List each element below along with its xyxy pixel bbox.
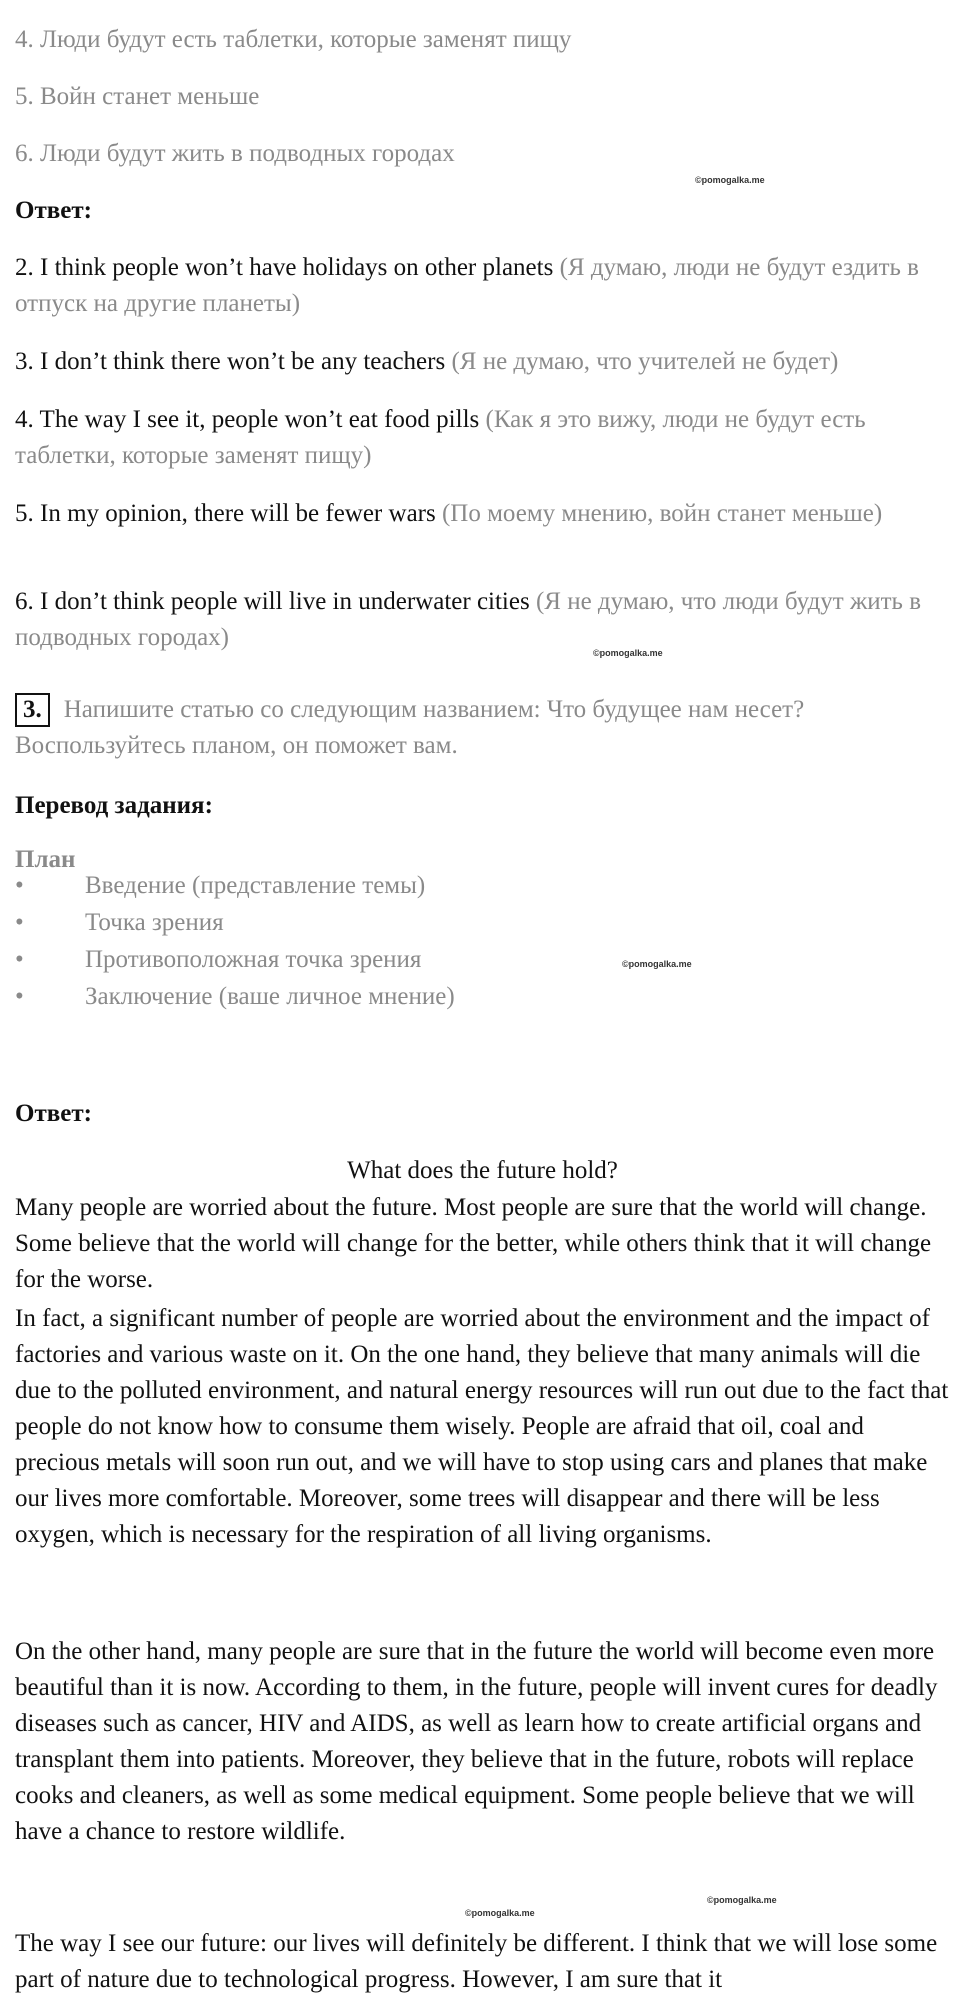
bullet: • — [15, 872, 24, 899]
answer-item — [15, 584, 950, 656]
answer-translation: (Как я это вижу, люди не будут есть таблетки, которые заменят пищу) — [15, 406, 866, 469]
list-item: 4. Люди будут есть таблетки, которые заменят пищу — [15, 26, 572, 53]
bullet: • — [15, 909, 24, 936]
task-number-badge: 3. — [15, 693, 50, 727]
answer-english: 5. In my opinion, there will be fewer wars — [15, 500, 436, 527]
answer-item — [15, 402, 950, 474]
task-3 — [15, 692, 950, 764]
answer-english: 4. The way I see it, people won’t eat food pills — [15, 406, 480, 433]
essay-paragraph: In fact, a significant number of people are worried about the environment and the impact of factories and various waste on it. On the one hand, they believe that many animals will die due to the polluted environment, and natural energy resources will run out due to the fact that people do not know how to consume them wisely. People are afraid that oil, coal and precious metals will soon run out, and we will have to stop using cars and planes that make our lives more comfortable. Moreover, some trees will disappear and there will be less oxygen, which is necessary for the respiration of all living organisms. — [15, 1305, 949, 1548]
answer-english: 3. I don’t think there won’t be any teachers — [15, 348, 446, 375]
bullet: • — [15, 946, 24, 973]
list-item: 5. Войн станет меньше — [15, 83, 260, 110]
plan-title: План — [15, 846, 76, 873]
watermark: ©pomogalka.me — [695, 175, 765, 185]
answer-heading: Ответ: — [15, 197, 92, 224]
answer-translation: (Я не думаю, что люди будут жить в подводных городах) — [15, 588, 922, 651]
essay-paragraph: Many people are worried about the future. Most people are sure that the world will change. Some believe that the world will change for the better, while others think that it will change for the worse. — [15, 1194, 932, 1293]
essay-paragraph: The way I see our future: our lives will definitely be different. I think that we will lose some part of nature due to technological progress. However, I am sure that it — [15, 1930, 938, 1993]
answer-item — [15, 250, 950, 322]
answer-translation: (По моему мнению, войн станет меньше) — [441, 500, 883, 527]
plan-item: Введение (представление темы) — [85, 872, 426, 899]
task-3-text: Напишите статью со следующим названием: Что будущее нам несет? Воспользуйтесь планом, он поможет вам. — [15, 696, 805, 759]
translation-heading: Перевод задания: — [15, 792, 213, 819]
answer-item — [15, 496, 950, 532]
answer-english: 2. I think people won’t have holidays on other planets — [15, 254, 554, 281]
essay-paragraph: On the other hand, many people are sure that in the future the world will become even more beautiful than it is now. According to them, in the future, people will invent cures for deadly diseases such as cancer, HIV and AIDS, as well as learn how to create artificial organs and transplant them into patients. Moreover, they believe that in the future, robots will replace cooks and cleaners, as well as some medical equipment. Some people believe that we will have a chance to restore wildlife. — [15, 1638, 938, 1845]
plan-item: Точка зрения — [85, 909, 224, 936]
list-item: 6. Люди будут жить в подводных городах — [15, 140, 455, 167]
watermark: ©pomogalka.me — [465, 1908, 535, 1918]
plan-item: Заключение (ваше личное мнение) — [85, 983, 455, 1010]
answer-heading: Ответ: — [15, 1100, 92, 1127]
answer-english: 6. I don’t think people will live in underwater cities — [15, 588, 530, 615]
plan-item: Противоположная точка зрения — [85, 946, 422, 973]
watermark: ©pomogalka.me — [622, 959, 692, 969]
answer-item — [15, 344, 950, 380]
watermark: ©pomogalka.me — [707, 1895, 777, 1905]
answer-translation: (Я думаю, люди не будут ездить в отпуск на другие планеты) — [15, 254, 919, 317]
essay-title: What does the future hold? — [347, 1157, 618, 1184]
answer-translation: (Я не думаю, что учителей не будет) — [451, 348, 839, 375]
watermark: ©pomogalka.me — [593, 648, 663, 658]
bullet: • — [15, 983, 24, 1010]
